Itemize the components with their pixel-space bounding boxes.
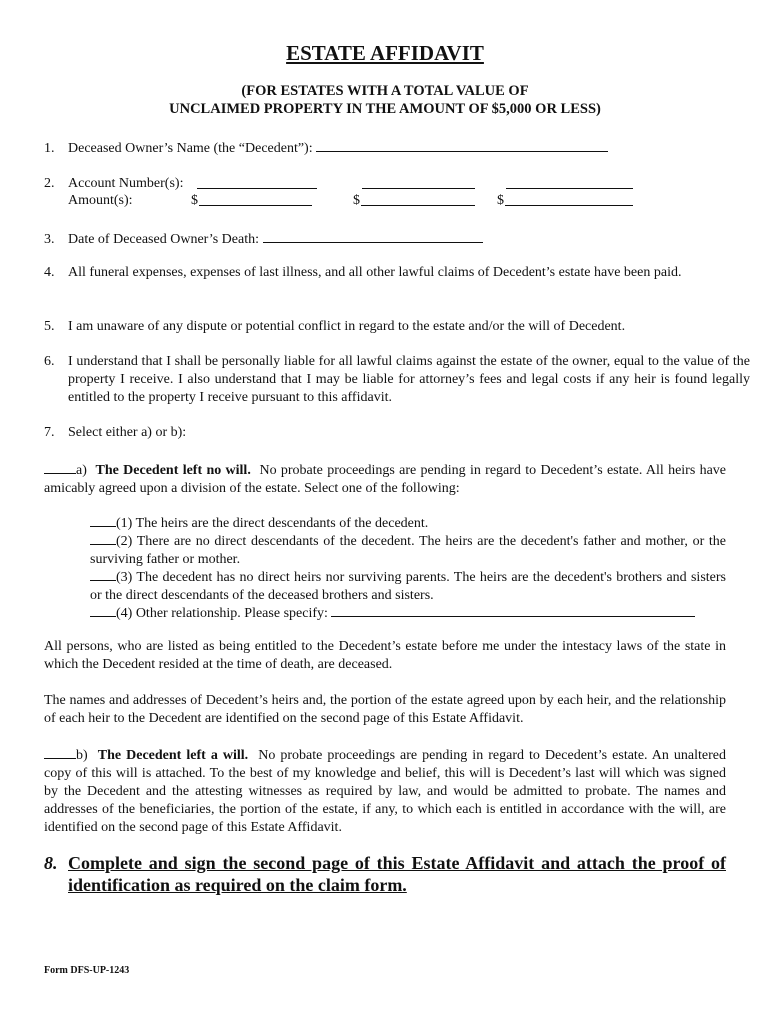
item-number: 3.: [44, 232, 55, 247]
item-6: [44, 353, 750, 407]
item-5: [44, 318, 750, 336]
other-relationship-field[interactable]: [331, 603, 695, 617]
item-1: [44, 138, 726, 158]
sub-option-1-text: (1) The heirs are the direct descendants of the decedent.: [116, 516, 429, 531]
sub-option-3-text: (3) The decedent has no direct heirs nor surviving parents. The heirs are the decedent's brothers and sisters or the direct descendants of the deceased brothers and sisters.: [90, 570, 726, 603]
amount-field-3[interactable]: [505, 192, 633, 206]
item-number: 5.: [44, 319, 55, 334]
option-a-text: No probate proceedings are pending in regard to Decedent’s estate. All heirs have amicably agreed upon a division of the estate. Select one of the following:: [44, 463, 727, 496]
sub-option-4-line[interactable]: [90, 603, 116, 617]
item-number: 4.: [44, 265, 55, 280]
item-3: [44, 229, 726, 249]
sub-option-2-text: (2) There are no direct descendants of the decedent. The heirs are the decedent's father and mother, or the surviving father or mother.: [90, 534, 726, 567]
document-subtitle: [0, 82, 770, 118]
option-a: [44, 460, 726, 498]
option-a-marker: a): [76, 463, 87, 478]
item-number: 2.: [44, 176, 55, 191]
amount-row: [44, 192, 744, 210]
item-7-text: Select either a) or b):: [68, 425, 187, 440]
item-4-text: All funeral expenses, expenses of last illness, and all other lawful claims of Decedent’s estate have been paid.: [68, 265, 682, 280]
item-6-text: I understand that I shall be personally liable for all lawful claims against the estate of the owner, equal to the value of the property I receive. I also understand that I may be liable for attorney’s fees and legal costs if any heir is found legally entitled to the property I receive pursuant to this affidavit.: [68, 354, 750, 405]
account-number-field-3[interactable]: [506, 175, 633, 189]
account-number-label: Account Number(s):: [68, 176, 184, 191]
account-number-field-2[interactable]: [362, 175, 475, 189]
sub-option-4: [90, 603, 726, 623]
sub-option-1-line[interactable]: [90, 513, 116, 527]
date-of-death-field[interactable]: [263, 229, 483, 243]
dollar-sign: $: [191, 193, 198, 208]
item-1-label: Deceased Owner’s Name (the “Decedent”):: [68, 141, 313, 156]
sub-option-3-line[interactable]: [90, 567, 116, 581]
item-7: [44, 424, 726, 442]
form-number: Form DFS-UP-1243: [44, 965, 130, 976]
amount-label: Amount(s):: [68, 193, 133, 208]
amount-field-2[interactable]: [361, 192, 475, 206]
item-number: 8.: [44, 853, 58, 873]
option-b-marker: b): [76, 748, 88, 763]
account-number-field-1[interactable]: [197, 175, 317, 189]
subtitle-line-2: UNCLAIMED PROPERTY IN THE AMOUNT OF $5,000 OR LESS): [169, 101, 601, 117]
document-title: ESTATE AFFIDAVIT: [286, 41, 484, 65]
option-b-checkbox-line[interactable]: [44, 745, 76, 759]
item-number: 1.: [44, 141, 55, 156]
subtitle-line-1: (FOR ESTATES WITH A TOTAL VALUE OF: [241, 83, 529, 99]
sub-option-1: [90, 513, 726, 533]
option-b-heading: The Decedent left a will.: [97, 748, 249, 763]
item-4: [44, 264, 750, 282]
option-b-text: No probate proceedings are pending in regard to Decedent’s estate. An unaltered copy of this will is attached. To the best of my knowledge and belief, this will is Decedent’s last will which was signed by the Decedent and the attesting witnesses as required by law, and would be admitted to probate. The names and addresses of the beneficiaries, the portion of the estate, if any, to which each is entitled in accordance with the will, are identified on the second page of this Estate Affidavit.: [44, 748, 727, 835]
amount-field-1[interactable]: [199, 192, 312, 206]
option-b: [44, 745, 726, 837]
sub-option-2-line[interactable]: [90, 531, 116, 545]
sub-option-2: [90, 531, 726, 569]
option-a-checkbox-line[interactable]: [44, 460, 76, 474]
item-number: 7.: [44, 425, 55, 440]
item-number: 6.: [44, 354, 55, 369]
sub-option-3: [90, 567, 726, 605]
dollar-sign: $: [353, 193, 360, 208]
heirs-paragraph: The names and addresses of Decedent’s heirs and, the portion of the estate agreed upon by each heir, and the relationship of each heir to the Decedent are identified on the second page of this Estate Affidavit.: [44, 693, 726, 726]
option-a-heading: The Decedent left no will.: [95, 463, 251, 478]
decedent-name-field[interactable]: [316, 138, 608, 152]
item-3-label: Date of Deceased Owner’s Death:: [68, 232, 259, 247]
sub-option-4-text: (4) Other relationship. Please specify:: [116, 606, 328, 621]
item-8-text: Complete and sign the second page of this Estate Affidavit and attach the proof of identification as required on the claim form.: [68, 853, 726, 895]
dollar-sign: $: [497, 193, 504, 208]
item-5-text: I am unaware of any dispute or potential conflict in regard to the estate and/or the will of Decedent.: [68, 319, 626, 334]
intestacy-paragraph: All persons, who are listed as being entitled to the Decedent’s estate before me under the intestacy laws of the state in which the Decedent resided at the time of death, are deceased.: [44, 639, 726, 672]
account-number-row: [44, 175, 744, 193]
